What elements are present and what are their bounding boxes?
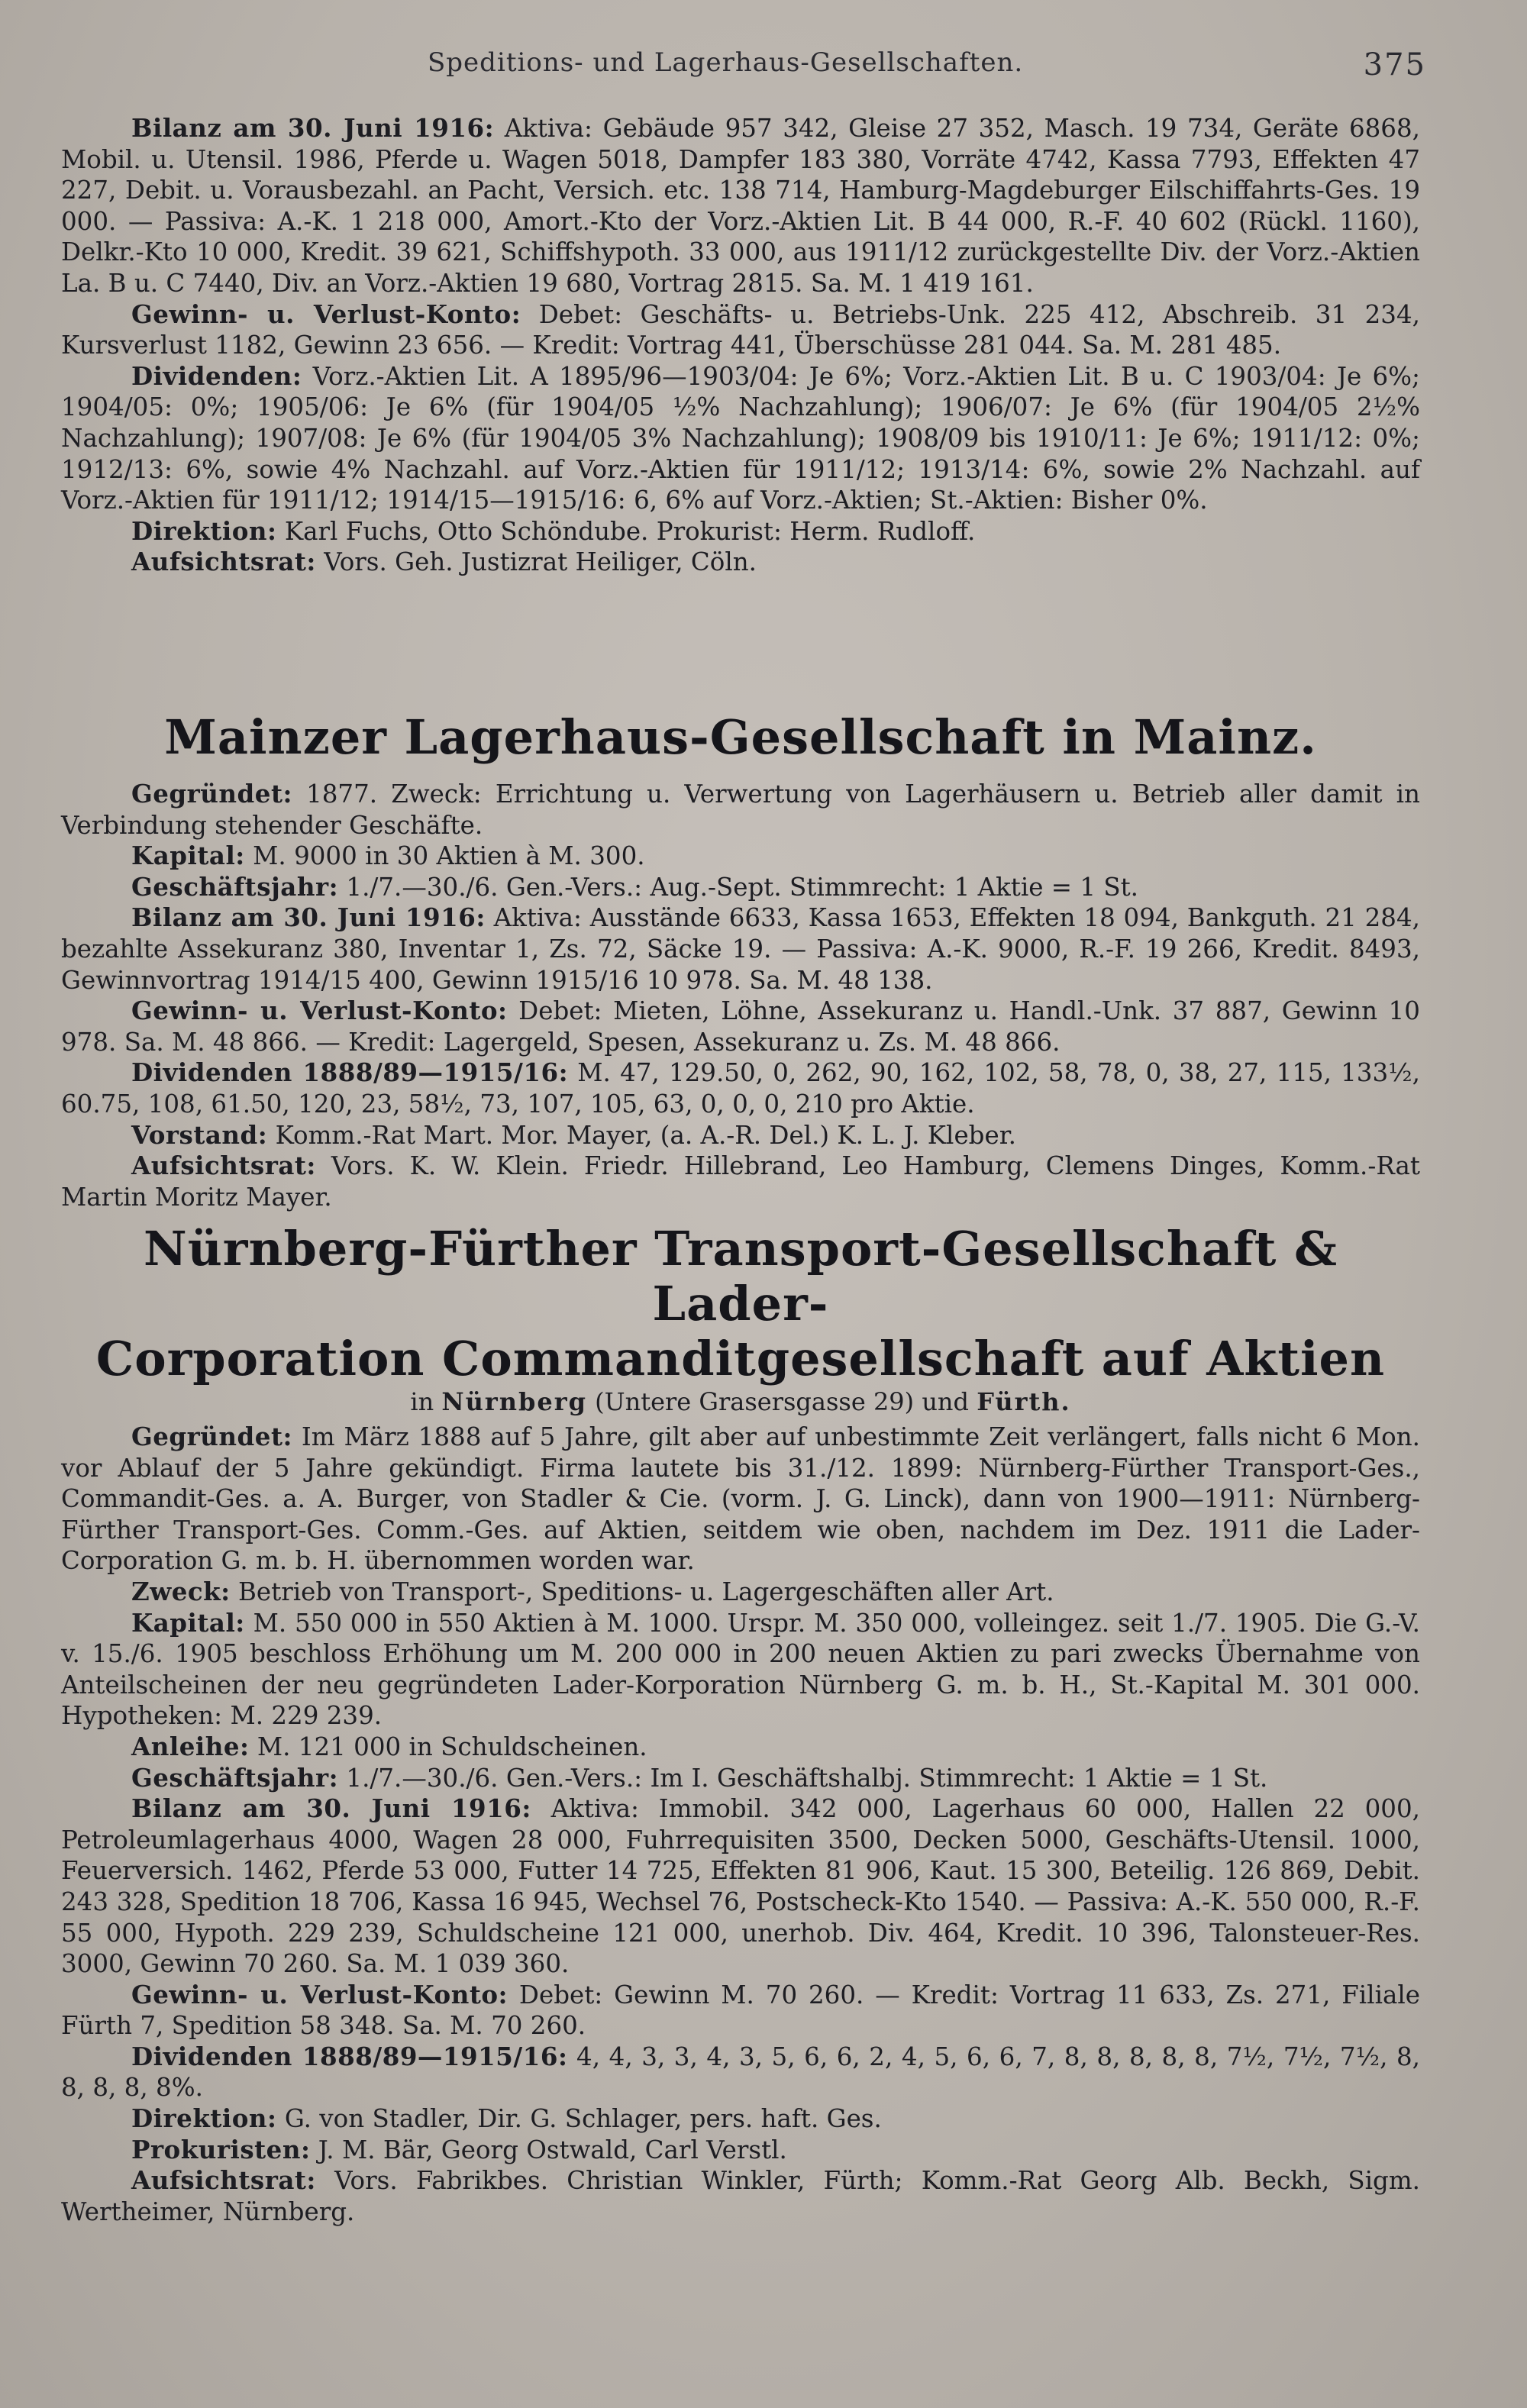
supervisory-board-paragraph: Aufsichtsrat: Vors. K. W. Klein. Friedr. Hillebrand, Leo Hamburg, Clemens Dinges, Komm.-Rat Martin Moritz Mayer. (61, 1151, 1420, 1212)
capital-paragraph: Kapital: M. 9000 in 30 Aktien à M. 300. (131, 841, 645, 871)
page-header (0, 47, 1527, 93)
balance-sheet-paragraph: Bilanz am 30. Juni 1916: Aktiva: Ausstände 6633, Kassa 1653, Effekten 18 094, Bankguth. 21 284, bezahlte Assekuranz 380, Inventar 1, Zs. 72, Säcke 19. — Passiva: A.-K. 9000, R.-F. 19 266, Kredit. 8493, Gewinnvortrag 1914/15 400, Gewinn 1915/16 10 978. Sa. M. 48 138. (61, 902, 1420, 995)
capital-paragraph: Kapital: M. 550 000 in 550 Aktien à M. 1000. Urspr. M. 350 000, volleingez. seit 1./7. 1905. Die G.-V. v. 15./6. 1905 beschloss Erhöhung um M. 200 000 in 200 neuen Aktien zu pari zwecks Übernahme von Anteilscheinen der neu gegründeten Lader-Korporation Nürnberg G. m. b. H., St.-Kapital M. 301 000. Hypotheken: M. 229 239. (61, 1607, 1420, 1731)
dividends-paragraph: Dividenden: Vorz.-Aktien Lit. A 1895/96—1903/04: Je 6%; Vorz.-Aktien Lit. B u. C 1903/04: Je 6%; 1904/05: 0%; 1905/06: Je 6% (für 1904/05 ½% Nachzahlung); 1906/07: Je 6% (für 1904/05 2½% Nachzahlung); 1907/08: Je 6% (für 1904/05 3% Nachzahlung); 1908/09 bis 1910/11: Je 6%; 1911/12: 0%; 1912/13: 6%, sowie 4% Nachzahl. auf Vorz.-Aktien für 1911/12; 1913/14: 6%, sowie 2% Nachzahl. auf Vorz.-Aktien für 1911/12; 1914/15—1915/16: 6, 6% auf Vorz.-Aktien; St.-Aktien: Bisher 0%. (61, 360, 1420, 515)
management-paragraph: Direktion: G. von Stadler, Dir. G. Schlager, pers. haft. Ges. (131, 2103, 882, 2134)
page-number: 375 (1363, 47, 1426, 82)
entry-nuernberg-fuerther (61, 1222, 1420, 2227)
running-title: Speditions- und Lagerhaus-Gesellschaften. (428, 47, 1024, 78)
company-title-line1: Nürnberg-Fürther Transport-Gesellschaft & Lader- (144, 1221, 1338, 1332)
management-paragraph: Direktion: Karl Fuchs, Otto Schöndube. Prokurist: Herm. Rudloff. (131, 515, 976, 546)
company-title: Mainzer Lagerhaus-Gesellschaft in Mainz. (164, 709, 1317, 765)
profit-loss-paragraph: Gewinn- u. Verlust-Konto: Debet: Mieten, Löhne, Assekuranz u. Handl.-Unk. 37 887, Gewinn 10 978. Sa. M. 48 866. — Kredit: Lagergeld, Spesen, Assekuranz u. Zs. M. 48 866. (61, 996, 1420, 1057)
profit-loss-paragraph: Gewinn- u. Verlust-Konto: Debet: Geschäfts- u. Betriebs-Unk. 225 412, Abschreib. 31 234, Kursverlust 1182, Gewinn 23 656. — Kredit: Vortrag 441, Überschüsse 281 044. Sa. M. 281 485. (61, 299, 1420, 360)
fiscal-year-paragraph: Geschäftsjahr: 1./7.—30./6. Gen.-Vers.: Im I. Geschäftshalbj. Stimmrecht: 1 Aktie = 1 St. (131, 1762, 1268, 1793)
founded-paragraph: Gegründet: Im März 1888 auf 5 Jahre, gilt aber auf unbestimmte Zeit verlängert, falls nicht 6 Mon. vor Ablauf der 5 Jahre gekündigt. Firma lautete bis 31./12. 1899: Nürnberg-Fürther Transport-Ges., Commandit-Ges. a. A. Burger, von Stadler & Cie. (vorm. J. G. Linck), dann von 1900—1911: Nürnberg-Fürther Transport-Ges. Comm.-Ges. auf Aktien, seitdem wie oben, nachdem im Dez. 1911 die Lader-Corporation G. m. b. H. übernommen worden war. (61, 1422, 1420, 1576)
dividends-paragraph: Dividenden 1888/89—1915/16: M. 47, 129.50, 0, 262, 90, 162, 102, 58, 78, 0, 38, 27, 115, 133½, 60.75, 108, 61.50, 120, 23, 58½, 73, 107, 105, 63, 0, 0, 0, 210 pro Aktie. (61, 1057, 1420, 1118)
entry-mainzer-lagerhaus (61, 710, 1420, 1212)
founded-paragraph: Gegründet: 1877. Zweck: Errichtung u. Verwertung von Lagerhäusern u. Betrieb aller damit in Verbindung stehender Geschäfte. (61, 779, 1420, 840)
entry-continued (61, 113, 1420, 578)
loan-paragraph: Anleihe: M. 121 000 in Schuldscheinen. (131, 1731, 647, 1761)
company-location: in Nürnberg (Untere Grasersgasse 29) und Fürth. (410, 1387, 1071, 1416)
balance-sheet-paragraph: Bilanz am 30. Juni 1916: Aktiva: Immobil. 342 000, Lagerhaus 60 000, Hallen 22 000, Petroleumlagerhaus 4000, Wagen 28 000, Fuhrrequisiten 3500, Decken 5000, Geschäfts-Utensil. 1000, Feuerversich. 1462, Pferde 53 000, Futter 14 725, Effekten 81 906, Kaut. 15 300, Beteilig. 126 869, Debit. 243 328, Spedition 18 706, Kassa 16 945, Wechsel 76, Postscheck-Kto 1540. — Passiva: A.-K. 550 000, R.-F. 55 000, Hypoth. 229 239, Schuldscheine 121 000, unerhob. Div. 464, Kredit. 10 396, Talonsteuer-Res. 3000, Gewinn 70 260. Sa. M. 1 039 360. (61, 1793, 1420, 1979)
profit-loss-paragraph: Gewinn- u. Verlust-Konto: Debet: Gewinn M. 70 260. — Kredit: Vortrag 11 633, Zs. 271, Filiale Fürth 7, Spedition 58 348. Sa. M. 70 260. (61, 1979, 1420, 2041)
supervisory-board-paragraph: Aufsichtsrat: Vors. Geh. Justizrat Heiliger, Cöln. (131, 547, 757, 577)
fiscal-year-paragraph: Geschäftsjahr: 1./7.—30./6. Gen.-Vers.: Aug.-Sept. Stimmrecht: 1 Aktie = 1 St. (131, 871, 1139, 902)
board-paragraph: Vorstand: Komm.-Rat Mart. Mor. Mayer, (a. A.-R. Del.) K. L. J. Kleber. (131, 1119, 1017, 1150)
supervisory-board-paragraph: Aufsichtsrat: Vors. Fabrikbes. Christian Winkler, Fürth; Komm.-Rat Georg Alb. Beckh, Sigm. Wertheimer, Nürnberg. (61, 2165, 1420, 2226)
dividends-paragraph: Dividenden 1888/89—1915/16: 4, 4, 3, 3, 4, 3, 5, 6, 6, 2, 4, 5, 6, 6, 7, 8, 8, 8, 8, 8, 7½, 7½, 7½, 8, 8, 8, 8, 8%. (61, 2041, 1420, 2103)
purpose-paragraph: Zweck: Betrieb von Transport-, Speditions- u. Lagergeschäften aller Art. (131, 1576, 1054, 1606)
authorized-officers-paragraph: Prokuristen: J. M. Bär, Georg Ostwald, Carl Verstl. (131, 2134, 787, 2164)
company-title-line2: Corporation Commanditgesellschaft auf Aktien (95, 1331, 1386, 1386)
balance-sheet-paragraph: Bilanz am 30. Juni 1916: Aktiva: Gebäude 957 342, Gleise 27 352, Masch. 19 734, Geräte 6868, Mobil. u. Utensil. 1986, Pferde u. Wagen 5018, Dampfer 183 380, Vorräte 4742, Kassa 7793, Effekten 47 227, Debit. u. Vorausbezahl. an Pacht, Versich. etc. 138 714, Hamburg-Magdeburger Eilschiffahrts-Ges. 19 000. — Passiva: A.-K. 1 218 000, Amort.-Kto der Vorz.-Aktien Lit. B 44 000, R.-F. 40 602 (Rückl. 1160), Delkr.-Kto 10 000, Kredit. 39 621, Schiffshypoth. 33 000, aus 1911/12 zurückgestellte Div. der Vorz.-Aktien La. B u. C 7440, Div. an Vorz.-Aktien 19 680, Vortrag 2815. Sa. M. 1 419 161. (61, 113, 1420, 298)
